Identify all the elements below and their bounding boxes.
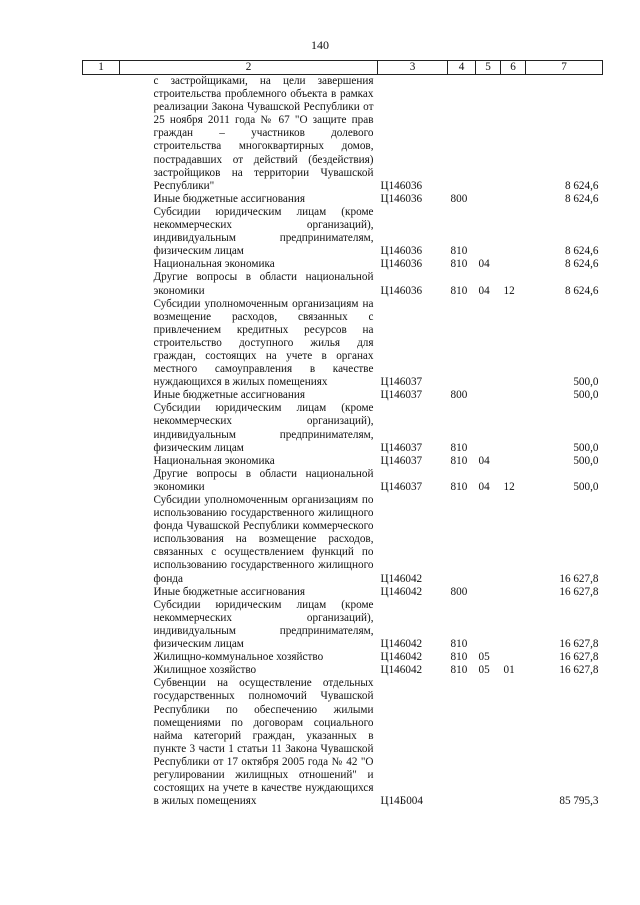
row-sum: 8 624,6 xyxy=(564,258,599,271)
row-pr xyxy=(501,651,526,664)
row-vr xyxy=(448,298,476,390)
row-pr xyxy=(501,193,526,206)
row-vr xyxy=(448,677,476,808)
row-sum: 8 624,6 xyxy=(564,284,599,297)
page-number: 140 xyxy=(311,38,329,52)
row-csr: Ц146036 xyxy=(380,192,423,205)
row-sum: 16 627,8 xyxy=(559,572,599,585)
row-name: Жилищно-коммунальное хозяйство xyxy=(153,651,324,664)
row-name: Иные бюджетные ассигнования xyxy=(153,585,305,598)
row-rz: 04 xyxy=(478,454,490,467)
row-pr xyxy=(501,586,526,599)
row-sum: 16 627,8 xyxy=(559,651,599,664)
row-vr: 810 xyxy=(450,441,468,454)
row-rz xyxy=(476,599,501,651)
column-header-6: 6 xyxy=(501,61,526,75)
row-csr: Ц146037 xyxy=(380,454,423,467)
row-sum: 500,0 xyxy=(573,376,599,389)
table-row xyxy=(83,206,603,258)
row-pr xyxy=(501,599,526,651)
row-sum: 500,0 xyxy=(573,480,599,493)
row-name: Жилищное хозяйство xyxy=(153,664,257,677)
row-name: Субсидии уполномоченным организациям на возмещение расходов, связанных с привлечением кредитных ресурсов на строительство доступного жилья для граждан, состоящих на учете в органах местного самоуправления в качестве нуждающихся в жилых помещениях xyxy=(153,297,374,389)
row-rz: 05 xyxy=(478,651,490,664)
row-csr: Ц146037 xyxy=(380,480,423,493)
row-csr: Ц146042 xyxy=(380,572,423,585)
table-row xyxy=(83,586,603,599)
row-name: Субсидии юридическим лицам (кроме некоммерческих организаций), индивидуальным предпринимателям, физическим лицам xyxy=(153,205,374,258)
row-csr: Ц146036 xyxy=(380,179,423,192)
row-sum: 16 627,8 xyxy=(559,664,599,677)
table-body xyxy=(83,75,603,809)
row-pr xyxy=(501,677,526,808)
row-csr: Ц146036 xyxy=(380,258,423,271)
row-pr: 01 xyxy=(503,664,515,677)
row-vr xyxy=(448,494,476,586)
row-rz xyxy=(476,75,501,193)
row-rz xyxy=(476,206,501,258)
row-rz xyxy=(476,677,501,808)
table-header xyxy=(83,61,603,75)
row-csr: Ц146042 xyxy=(380,585,423,598)
row-pr: 12 xyxy=(503,480,515,493)
table-row xyxy=(83,258,603,271)
row-vr: 810 xyxy=(450,651,468,664)
table-row xyxy=(83,75,603,193)
column-header-2: 2 xyxy=(120,61,378,75)
row-name: Национальная экономика xyxy=(153,258,275,271)
row-rz: 04 xyxy=(478,480,490,493)
row-name: Другие вопросы в области национальной экономики xyxy=(153,467,374,493)
row-name: Иные бюджетные ассигнования xyxy=(153,192,305,205)
table-row xyxy=(83,455,603,468)
row-csr: Ц146037 xyxy=(380,441,423,454)
row-csr: Ц146036 xyxy=(380,284,423,297)
row-pr xyxy=(501,298,526,390)
row-csr: Ц146036 xyxy=(380,245,423,258)
row-name: Субсидии уполномоченным организациям по использованию государственного жилищного фонда Чувашской Республики коммерческого использования на возмещение расходов, связанных с осуществлением функций по использованию государственного жилищного фонда xyxy=(153,494,374,585)
row-csr: Ц146037 xyxy=(380,376,423,389)
row-vr: 810 xyxy=(450,245,468,258)
row-sum: 8 624,6 xyxy=(564,179,599,192)
row-sum: 500,0 xyxy=(573,441,599,454)
row-csr: Ц14Б004 xyxy=(380,795,423,808)
row-rz: 04 xyxy=(478,258,490,271)
row-name: Субвенции на осуществление отдельных государственных полномочий Чувашской Республики по обеспечению жилыми помещениями по договорам социального найма категорий граждан, указанных в пункте 3 части 1 статьи 11 Закона Чувашской Республики от 17 октября 2005 года № 42 "О регулировании жилищных отношений" и состоящих на учете в качестве нуждающихся в жилых помещениях xyxy=(153,677,374,808)
row-name: Субсидии юридическим лицам (кроме некоммерческих организаций), индивидуальным предпринимателям, физическим лицам xyxy=(153,598,374,651)
table-row xyxy=(83,651,603,664)
table-row xyxy=(83,389,603,402)
row-pr xyxy=(501,389,526,402)
header-row xyxy=(83,61,603,75)
row-pr xyxy=(501,494,526,586)
row-vr: 800 xyxy=(450,389,468,402)
row-pr xyxy=(501,258,526,271)
row-pr: 12 xyxy=(503,284,515,297)
row-pr xyxy=(501,455,526,468)
table-row xyxy=(83,677,603,808)
row-pr xyxy=(501,206,526,258)
table-row xyxy=(83,271,603,297)
row-csr: Ц146042 xyxy=(380,638,423,651)
row-vr: 800 xyxy=(450,192,468,205)
row-pr xyxy=(501,75,526,193)
row-sum: 500,0 xyxy=(573,389,599,402)
column-header-5: 5 xyxy=(476,61,501,75)
row-rz xyxy=(476,298,501,390)
row-name: Другие вопросы в области национальной экономики xyxy=(153,271,374,297)
table-row xyxy=(83,193,603,206)
table-row xyxy=(83,664,603,677)
column-header-7: 7 xyxy=(526,61,603,75)
row-sum: 16 627,8 xyxy=(559,638,599,651)
row-csr: Ц146042 xyxy=(380,651,423,664)
row-vr: 810 xyxy=(450,664,468,677)
row-rz xyxy=(476,389,501,402)
row-sum: 85 795,3 xyxy=(559,795,599,808)
row-sum: 16 627,8 xyxy=(559,585,599,598)
row-rz: 05 xyxy=(478,664,490,677)
row-rz xyxy=(476,193,501,206)
row-name: Субсидии юридическим лицам (кроме некоммерческих организаций), индивидуальным предпринимателям, физическим лицам xyxy=(153,402,374,454)
table-row xyxy=(83,494,603,586)
row-sum: 8 624,6 xyxy=(564,192,599,205)
table-row xyxy=(83,298,603,390)
table-row xyxy=(83,599,603,651)
row-vr: 810 xyxy=(450,258,468,271)
column-header-3: 3 xyxy=(378,61,448,75)
row-vr: 810 xyxy=(450,480,468,493)
row-name: Национальная экономика xyxy=(153,454,275,467)
row-rz xyxy=(476,494,501,586)
table-row xyxy=(83,468,603,494)
row-name: Иные бюджетные ассигнования xyxy=(153,389,305,402)
row-vr: 810 xyxy=(450,284,468,297)
row-vr: 810 xyxy=(450,454,468,467)
row-sum: 500,0 xyxy=(573,454,599,467)
row-csr: Ц146042 xyxy=(380,664,423,677)
column-header-1: 1 xyxy=(83,61,120,75)
row-rz xyxy=(476,402,501,454)
budget-table xyxy=(82,60,603,808)
table-row xyxy=(83,402,603,454)
row-pr xyxy=(501,402,526,454)
row-csr: Ц146037 xyxy=(380,389,423,402)
row-name: с застройщиками, на цели завершения строительства проблемного объекта в рамках реализации Закона Чувашской Республики от 25 ноября 2011 года № 67 "О защите прав граждан – участников долевого строительства многоквартирных домов, пострадавших от действий (бездействия) застройщиков на территории Чувашской Республики" xyxy=(153,75,374,192)
row-vr xyxy=(448,75,476,193)
row-vr: 810 xyxy=(450,638,468,651)
row-vr: 800 xyxy=(450,585,468,598)
row-rz: 04 xyxy=(478,284,490,297)
column-header-4: 4 xyxy=(448,61,476,75)
row-rz xyxy=(476,586,501,599)
row-sum: 8 624,6 xyxy=(564,245,599,258)
